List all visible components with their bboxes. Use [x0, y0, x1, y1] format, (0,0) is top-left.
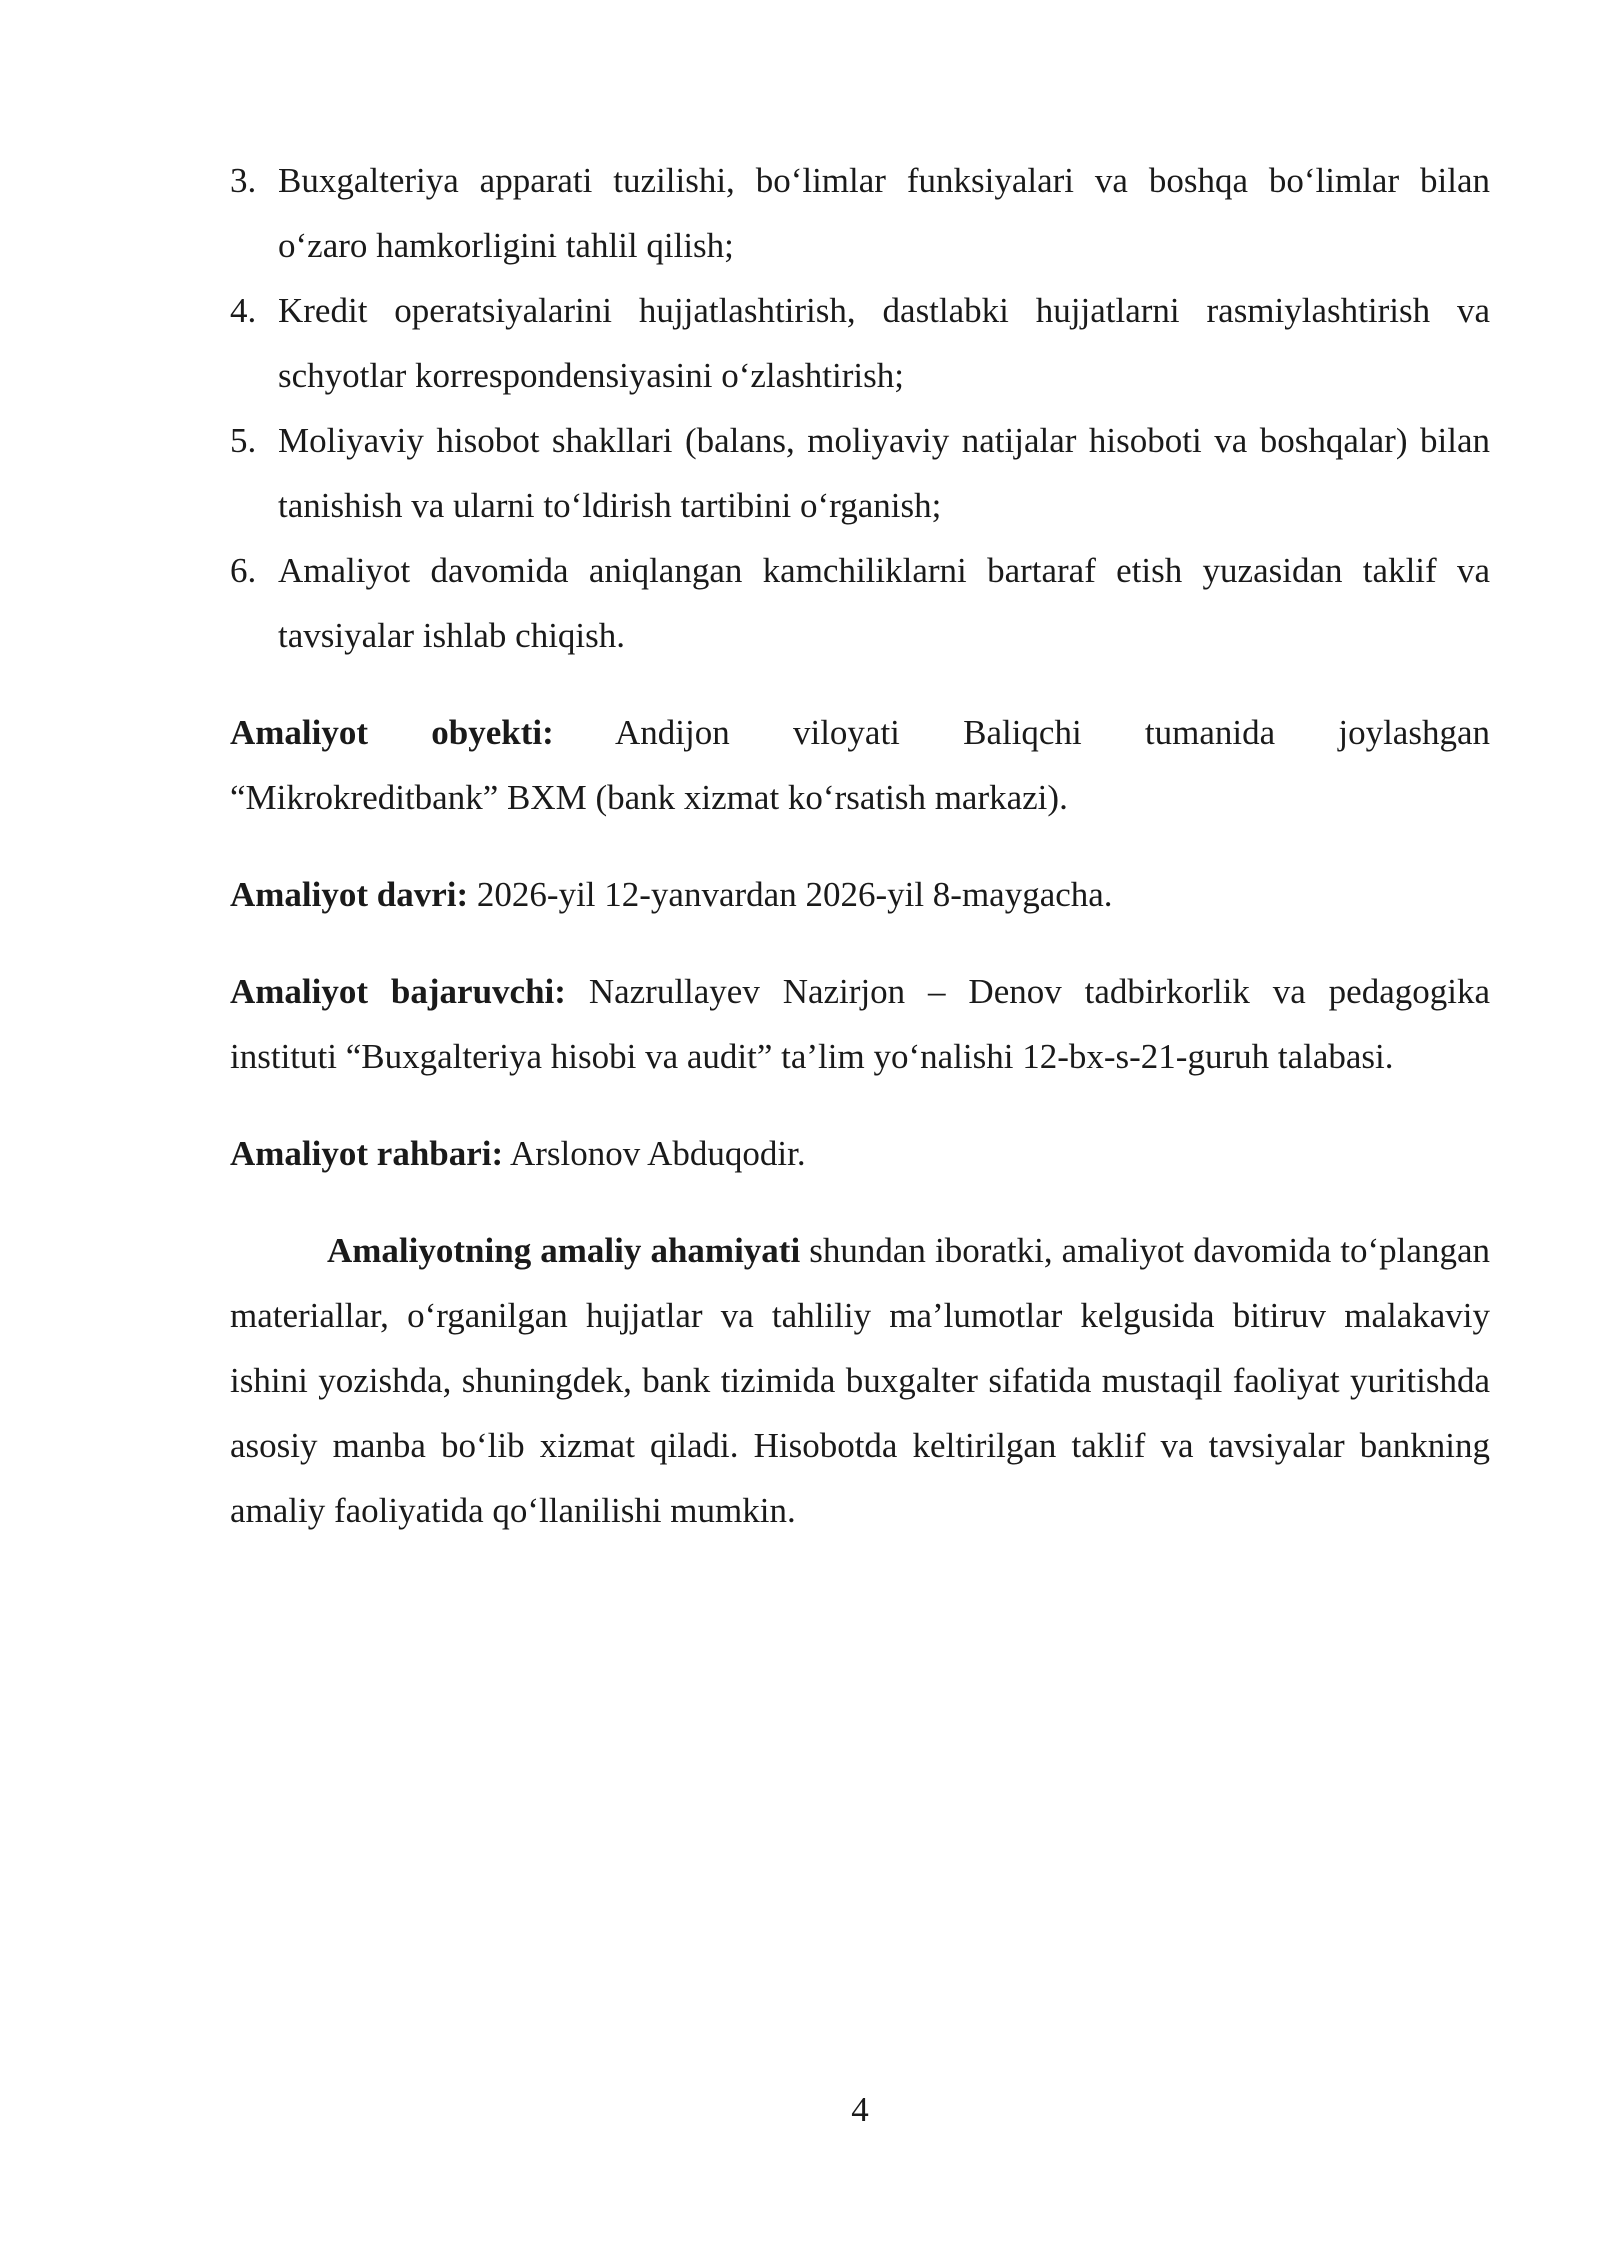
- practice-performer-label: Amaliyot bajaruvchi:: [230, 972, 566, 1011]
- list-item-text: Buxgalteriya apparati tuzilishi, bo‘limlar funksiyalari va boshqa bo‘limlar bilan o‘zaro hamkorligini tahlil qilish;: [278, 161, 1490, 265]
- page-content: [230, 148, 1490, 1543]
- practice-object-line: [230, 700, 1490, 765]
- list-item-number: 6.: [230, 551, 257, 590]
- practice-object-text-continued: “Mikrokreditbank” BXM (bank xizmat ko‘rsatish markazi).: [230, 778, 1068, 817]
- page-number: 4: [851, 2090, 869, 2129]
- list-item: [230, 278, 1490, 408]
- practice-period-paragraph: [230, 862, 1490, 927]
- practice-performer-paragraph: [230, 959, 1490, 1089]
- list-item-number: 3.: [230, 161, 257, 200]
- practice-significance-label: Amaliyotning amaliy ahamiyati: [327, 1231, 801, 1270]
- practice-supervisor-label: Amaliyot rahbari:: [230, 1134, 504, 1173]
- practice-object-paragraph: [230, 700, 1490, 830]
- practice-significance-paragraph: [230, 1218, 1490, 1543]
- list-item: [230, 408, 1490, 538]
- practice-object-text: Andijon viloyati Baliqchi tumanida joylashgan: [615, 713, 1490, 752]
- practice-supervisor-paragraph: [230, 1121, 1490, 1186]
- list-item: [230, 148, 1490, 278]
- practice-significance-text: shundan iboratki, amaliyot davomida to‘plangan materiallar, o‘rganilgan hujjatlar va tahliliy ma’lumotlar kelgusida bitiruv malakaviy ishini yozishda, shuningdek, bank tizimida buxgalter sifatida mustaqil faoliyat yuritishda asosiy manba bo‘lib xizmat qiladi. Hisobotda keltirilgan taklif va tavsiyalar bankning amaliy faoliyatida qo‘llanilishi mumkin.: [230, 1231, 1490, 1530]
- practice-object-label: Amaliyot obyekti:: [230, 713, 554, 752]
- practice-period-label: Amaliyot davri:: [230, 875, 469, 914]
- list-item-text: Moliyaviy hisobot shakllari (balans, moliyaviy natijalar hisoboti va boshqalar) bilan tanishish va ularni to‘ldirish tartibini o‘rganish;: [278, 421, 1490, 525]
- practice-performer-text: Nazrullayev Nazirjon – Denov tadbirkorlik va pedagogika instituti “Buxgalteriya hisobi va audit” ta’lim yo‘nalishi 12-bx-s-21-guruh talabasi.: [230, 972, 1490, 1076]
- list-item-text: Amaliyot davomida aniqlangan kamchiliklarni bartaraf etish yuzasidan taklif va tavsiyalar ishlab chiqish.: [278, 551, 1490, 655]
- list-item-number: 4.: [230, 291, 257, 330]
- list-item: [230, 538, 1490, 668]
- list-item-text: Kredit operatsiyalarini hujjatlashtirish, dastlabki hujjatlarni rasmiylashtirish va schyotlar korrespondensiyasini o‘zlashtirish;: [278, 291, 1490, 395]
- task-list: [230, 148, 1490, 668]
- list-item-number: 5.: [230, 421, 257, 460]
- practice-period-text: 2026-yil 12-yanvardan 2026-yil 8-maygacha.: [476, 875, 1113, 914]
- practice-supervisor-text: Arslonov Abduqodir.: [510, 1134, 806, 1173]
